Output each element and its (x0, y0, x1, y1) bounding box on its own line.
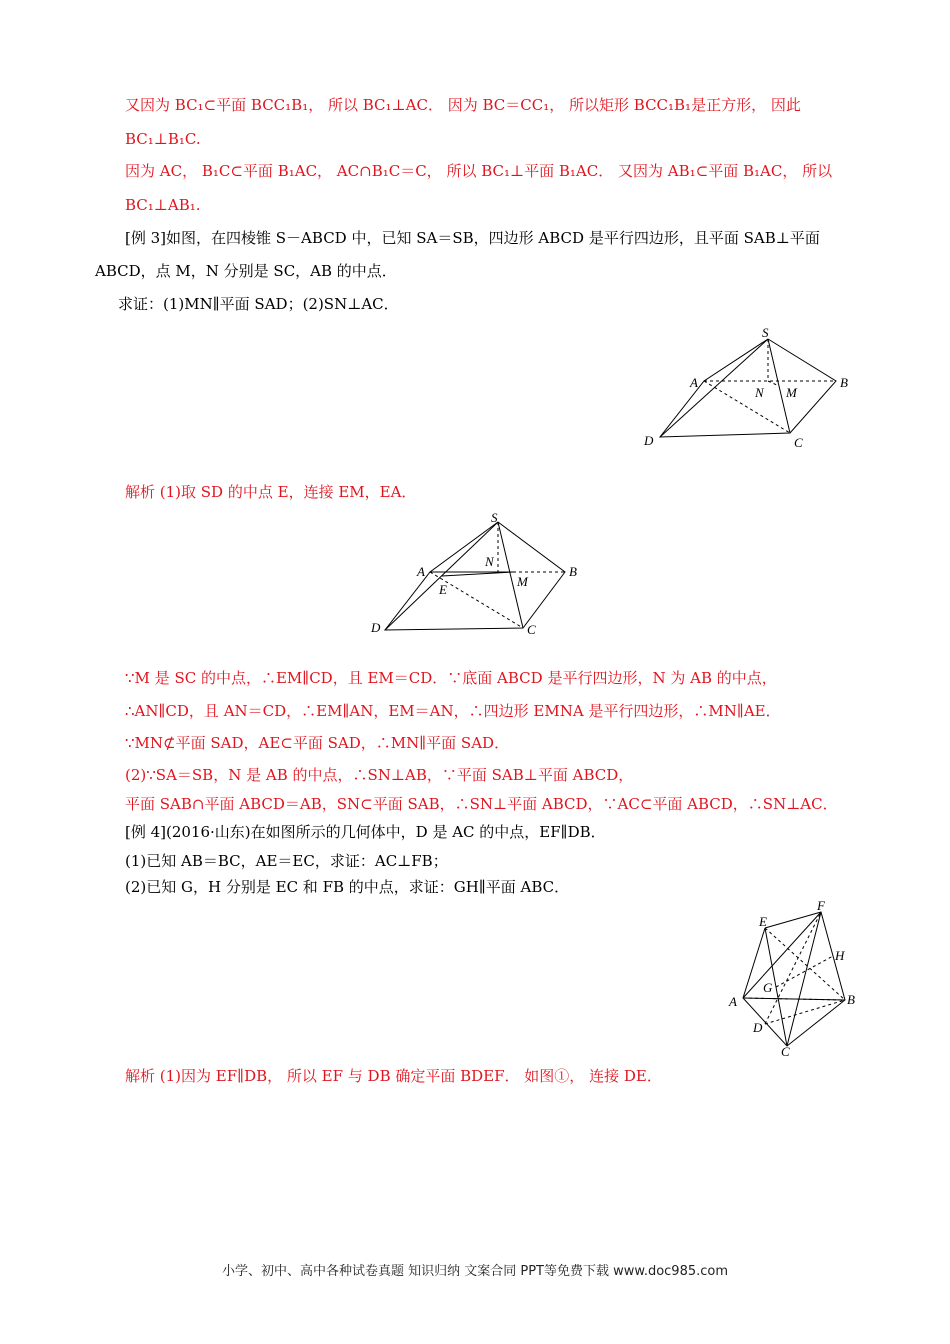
fig3-label-E: E (759, 914, 767, 929)
fig2-label-B: B (569, 564, 577, 579)
analysis-line-1: ∵M 是 SC 的中点，∴EM∥CD，且 EM＝CD．∵底面 ABCD 是平行四边形，N 为 AB 的中点， (125, 669, 777, 687)
fig1-label-A: A (690, 375, 698, 390)
fig2-label-N: N (485, 554, 494, 569)
pyramid-figure-1 (640, 325, 860, 455)
example-3-line-1: [例 3]如图，在四棱锥 S－ABCD 中，已知 SA＝SB，四边形 ABCD 是平行四边形，且平面 SAB⊥平面 (125, 229, 820, 247)
fig3-label-A: A (729, 994, 737, 1009)
fig1-edges (660, 339, 836, 437)
analysis-line-5: 平面 SAB∩平面 ABCD＝AB，SN⊂平面 SAB，∴SN⊥平面 ABCD，∵AC⊂平面 ABCD，∴SN⊥AC． (125, 795, 838, 813)
analysis-header-1: 解析 (1)取 SD 的中点 E，连接 EM，EA． (125, 483, 417, 501)
fig1-label-C: C (794, 435, 803, 450)
answer-line-2: BC₁⊥B₁C. (125, 130, 201, 148)
answer-line-3: 因为 AC， B₁C⊂平面 B₁AC， AC∩B₁C＝C， 所以 BC₁⊥平面 B₁AC． 又因为 AB₁⊂平面 B₁AC， 所以 (125, 162, 833, 180)
fig2-label-E: E (439, 582, 447, 597)
answer-line-1: 又因为 BC₁⊂平面 BCC₁B₁， 所以 BC₁⊥AC． 因为 BC＝CC₁， 所以矩形 BCC₁B₁是正方形， 因此 (125, 96, 801, 114)
fig3-label-G: G (763, 980, 773, 995)
pyramid-figure-2 (365, 510, 585, 640)
analysis-line-4: (2)∵SA＝SB，N 是 AB 的中点，∴SN⊥AB，∵平面 SAB⊥平面 ABCD， (125, 766, 634, 784)
analysis-line-3: ∵MN⊄平面 SAD，AE⊂平面 SAD，∴MN∥平面 SAD． (125, 734, 510, 752)
fig2-label-D: D (371, 620, 381, 635)
example-4-part-1: (1)已知 AB＝BC，AE＝EC，求证：AC⊥FB； (125, 852, 448, 870)
analysis-header-2: 解析 (1)因为 EF∥DB， 所以 EF 与 DB 确定平面 BDEF． 如图①， 连接 DE． (125, 1067, 662, 1085)
example-3-prove: 求证：(1)MN∥平面 SAD；(2)SN⊥AC． (118, 295, 399, 313)
analysis-line-2: ∴AN∥CD，且 AN＝CD，∴EM∥AN，EM＝AN，∴四边形 EMNA 是平行四边形，∴MN∥AE． (125, 702, 781, 720)
fig2-label-M: M (517, 574, 528, 589)
fig3-label-H: H (835, 948, 845, 963)
fig2-label-C: C (527, 622, 536, 637)
fig2-label-S: S (491, 510, 498, 525)
fig1-label-B: B (840, 375, 848, 390)
fig1-label-D: D (644, 433, 654, 448)
fig1-label-M: M (786, 385, 797, 400)
fig3-label-F: F (817, 898, 825, 913)
example-4-line-1: [例 4](2016·山东)在如图所示的几何体中，D 是 AC 的中点，EF∥DB． (125, 823, 606, 841)
page-footer: 小学、初中、高中各种试卷真题 知识归纳 文案合同 PPT等免费下载 www.doc985.com (221, 1264, 729, 1279)
example-3-line-2: ABCD，点 M，N 分别是 SC，AB 的中点． (95, 262, 397, 280)
example-4-part-2: (2)已知 G，H 分别是 EC 和 FB 的中点，求证：GH∥平面 ABC． (125, 878, 570, 896)
fig3-label-C: C (781, 1044, 790, 1059)
fig1-label-S: S (762, 325, 769, 340)
fig2-label-A: A (417, 564, 425, 579)
answer-line-4: BC₁⊥AB₁. (125, 196, 201, 214)
solid-figure-3 (725, 900, 865, 1060)
fig1-label-N: N (755, 385, 764, 400)
fig3-label-D: D (753, 1020, 763, 1035)
fig3-label-B: B (847, 992, 855, 1007)
